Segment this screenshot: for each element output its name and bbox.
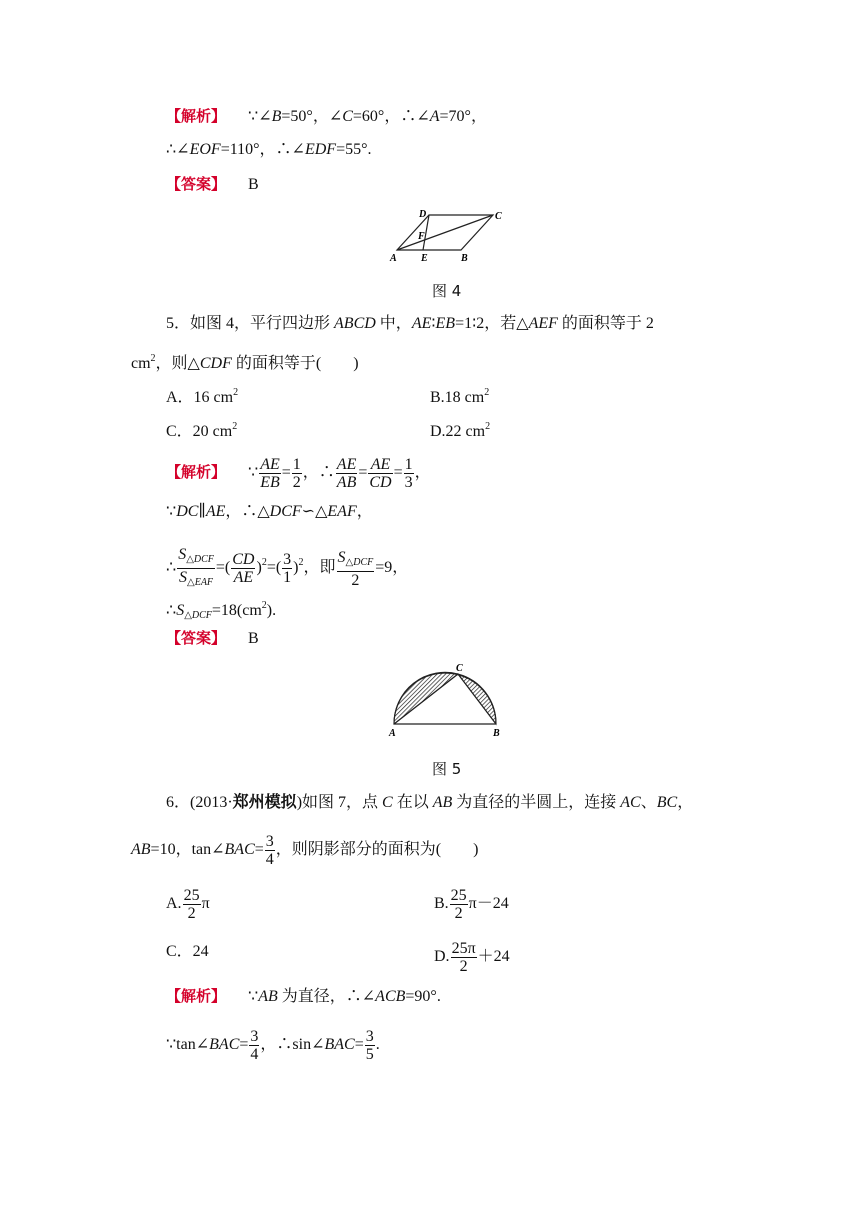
- q6-option-b: B. $\frac{25}{2}$ π－24: [434, 887, 509, 922]
- fig4-label-c: C: [495, 211, 502, 222]
- q6-analysis-line-2: ∵tan∠BAC= $\frac{3}{4}$ ，∴sin∠BAC= $\frac{3}{5}$ .: [166, 1028, 380, 1063]
- analysis-label: 【解析】: [166, 987, 227, 1005]
- q6-option-c: C．24: [166, 943, 209, 960]
- fig4-label-e: E: [421, 253, 428, 264]
- fig4-label-a: A: [390, 253, 397, 264]
- fig4-label-f: F: [418, 231, 425, 242]
- q5-stem-line-2: $cm^2$，则△CDF 的面积等于( ): [131, 353, 359, 372]
- q5-option-d: D.22 $cm^2$: [430, 421, 491, 440]
- figure-5-semicircle: [385, 662, 505, 742]
- figure-4-caption: 图 4: [432, 282, 462, 300]
- q5-analysis-line-4: $\therefore S_{\triangle DCF}=18(cm^2)$.: [166, 600, 277, 621]
- q4-analysis-line-2: ∴∠EOF=110°，∴∠EDF=55°.: [166, 141, 372, 158]
- q5-analysis-line-3: ∴ $\frac{S_{\triangle DCF}}{S_{\triangle EAF}}$ =( $\frac{CD}{AE}$ )$^2$=( $\frac{3}{1}$ )$^2$，即 $\frac{S_{\triangle DCF}}{2}$ =9，: [166, 546, 409, 589]
- q6-analysis-line-1: 【解析】 ∵AB 为直径，∴∠ACB=90°.: [166, 987, 441, 1005]
- fig4-label-d: D: [419, 209, 427, 220]
- answer-label: 【答案】: [166, 629, 227, 647]
- q5-analysis-line-2: ∵DC∥AE，∴△DCF∽△EAF，: [166, 503, 373, 520]
- q5-option-a: A．16 $cm^2$: [166, 387, 239, 406]
- q4-analysis-line-1: 【解析】 ∵∠B=50°，∠C=60°，∴∠A=70°，: [166, 107, 487, 125]
- answer-label: 【答案】: [166, 175, 227, 193]
- fig4-label-b: B: [461, 253, 468, 264]
- q5-analysis-line-1: 【解析】 ∵ $\frac{AE}{EB}$ = $\frac{1}{2}$ ，∴ $\frac{AE}{AB}$ = $\frac{AE}{CD}$ = $\frac{1}{3}$ ，: [166, 456, 431, 491]
- fig5-label-a: A: [389, 728, 396, 739]
- figure-5-caption: 图 5: [432, 760, 462, 778]
- q6-option-a: A. $\frac{25}{2}$ π: [166, 887, 210, 922]
- q5-answer: 【答案】 B: [166, 629, 259, 647]
- q5-option-c: C．20 $cm^2$: [166, 421, 238, 440]
- figure-4-parallelogram: [385, 205, 505, 267]
- q5-stem-line-1: 5．如图 4，平行四边形 ABCD 中，AE∶EB=1∶2，若△AEF 的面积等于 2: [166, 315, 654, 332]
- q5-option-b: B.18 $cm^2$: [430, 387, 490, 406]
- analysis-label: 【解析】: [166, 463, 227, 482]
- q6-option-d: D. $\frac{25\pi}{2}$ ＋24: [434, 940, 510, 975]
- fig5-label-c: C: [456, 663, 463, 674]
- q6-stem-line-2: AB=10，tan∠BAC= $\frac{3}{4}$ ，则阴影部分的面积为( ): [131, 833, 479, 868]
- q6-stem-line-1: 6．(2013·郑州模拟)如图 7，点 C 在以 AB 为直径的半圆上，连接 AC、BC，: [166, 792, 694, 811]
- q4-answer: 【答案】 B: [166, 175, 259, 193]
- fig5-label-b: B: [493, 728, 500, 739]
- analysis-label: 【解析】: [166, 107, 227, 125]
